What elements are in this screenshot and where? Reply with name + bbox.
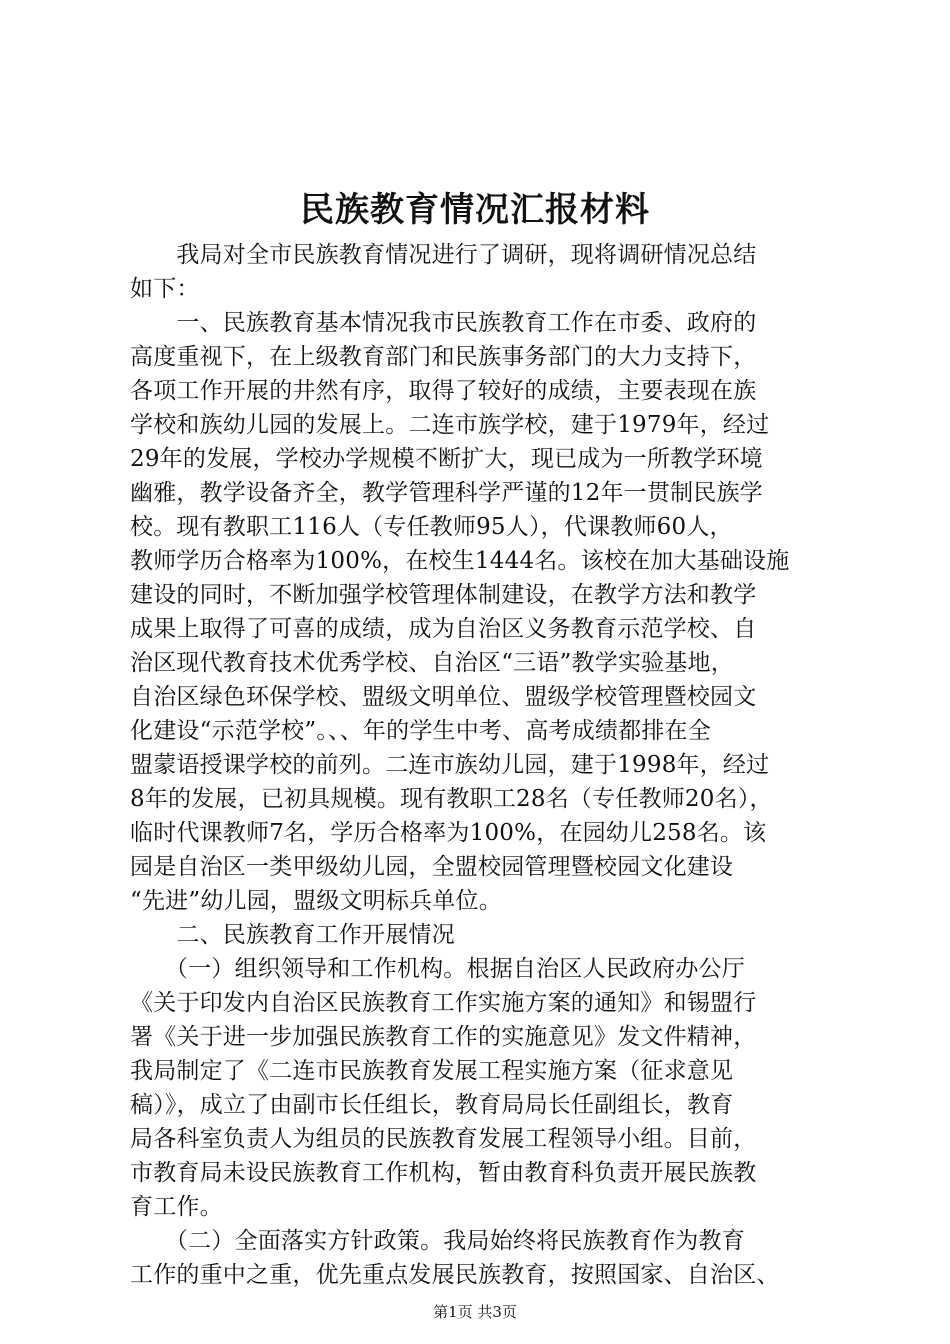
body-line: 治区现代教育技术优秀学校、自治区“三语”教学实验基地， <box>130 650 734 676</box>
body-line: 化建设“示范学校”。、、年的学生中考、高考成绩都排在全 <box>130 718 711 744</box>
body-line: 稿）》，成立了由副市长任组长，教育局局长任副组长，教育 <box>130 1092 734 1118</box>
body-line: 工作的重中之重，优先重点发展民族教育，按照国家、自治区、 <box>130 1262 780 1288</box>
body-line: 校。现有教职工116人（专任教师95人），代课教师60人， <box>130 514 733 540</box>
document-body <box>130 238 830 1292</box>
body-line: 育工作。 <box>130 1194 223 1220</box>
body-line: 29年的发展，学校办学规模不断扩大，现已成为一所教学环境 <box>130 446 763 472</box>
body-line: 高度重视下，在上级教育部门和民族事务部门的大力支持下， <box>130 344 757 370</box>
body-line: 《关于印发内自治区民族教育工作实施方案的通知》和锡盟行 <box>130 990 757 1016</box>
body-line: 我局对全市民族教育情况进行了调研，现将调研情况总结 <box>130 242 757 268</box>
body-line: 署《关于进一步加强民族教育工作的实施意见》发文件精神， <box>130 1024 757 1050</box>
body-line: 市教育局未设民族教育工作机构，暂由教育科负责开展民族教 <box>130 1160 757 1186</box>
body-line: 自治区绿色环保学校、盟级文明单位、盟级学校管理暨校园文 <box>130 684 757 710</box>
body-line: （二）全面落实方针政策。我局始终将民族教育作为教育 <box>130 1228 745 1254</box>
document-title: 民族教育情况汇报材料 <box>300 190 650 230</box>
body-line: 建设的同时，不断加强学校管理体制建设，在教学方法和教学 <box>130 582 757 608</box>
body-line: 成果上取得了可喜的成绩，成为自治区义务教育示范学校、自 <box>130 616 757 642</box>
body-line: “先进”幼儿园，盟级文明标兵单位。 <box>130 888 502 914</box>
body-line: 幽雅，教学设备齐全，教学管理科学严谨的12年一贯制民族学 <box>130 480 763 506</box>
body-line: 各项工作开展的井然有序，取得了较好的成绩，主要表现在族 <box>130 378 757 404</box>
page-footer: 第1页 共3页 <box>433 1303 517 1321</box>
body-line: 局各科室负责人为组员的民族教育发展工程领导小组。目前， <box>130 1126 757 1152</box>
body-line: 教师学历合格率为100%，在校生1444名。该校在加大基础设施 <box>130 548 790 574</box>
body-line: 盟蒙语授课学校的前列。二连市族幼儿园，建于1998年，经过 <box>130 752 770 778</box>
body-line: 临时代课教师7名，学历合格率为100%，在园幼儿258名。该 <box>130 820 767 846</box>
body-line: 学校和族幼儿园的发展上。二连市族学校，建于1979年，经过 <box>130 412 770 438</box>
body-line: 一、民族教育基本情况我市民族教育工作在市委、政府的 <box>130 310 757 336</box>
body-line: 如下： <box>130 276 200 302</box>
body-line: 8年的发展，已初具规模。现有教职工28名（专任教师20名）， <box>130 786 773 812</box>
body-line: 我局制定了《二连市民族教育发展工程实施方案（征求意见 <box>130 1058 734 1084</box>
body-line: 园是自治区一类甲级幼儿园，全盟校园管理暨校园文化建设 <box>130 854 734 880</box>
section-heading: 二、民族教育工作开展情况 <box>130 922 455 948</box>
body-line: （一）组织领导和工作机构。根据自治区人民政府办公厅 <box>130 956 745 982</box>
